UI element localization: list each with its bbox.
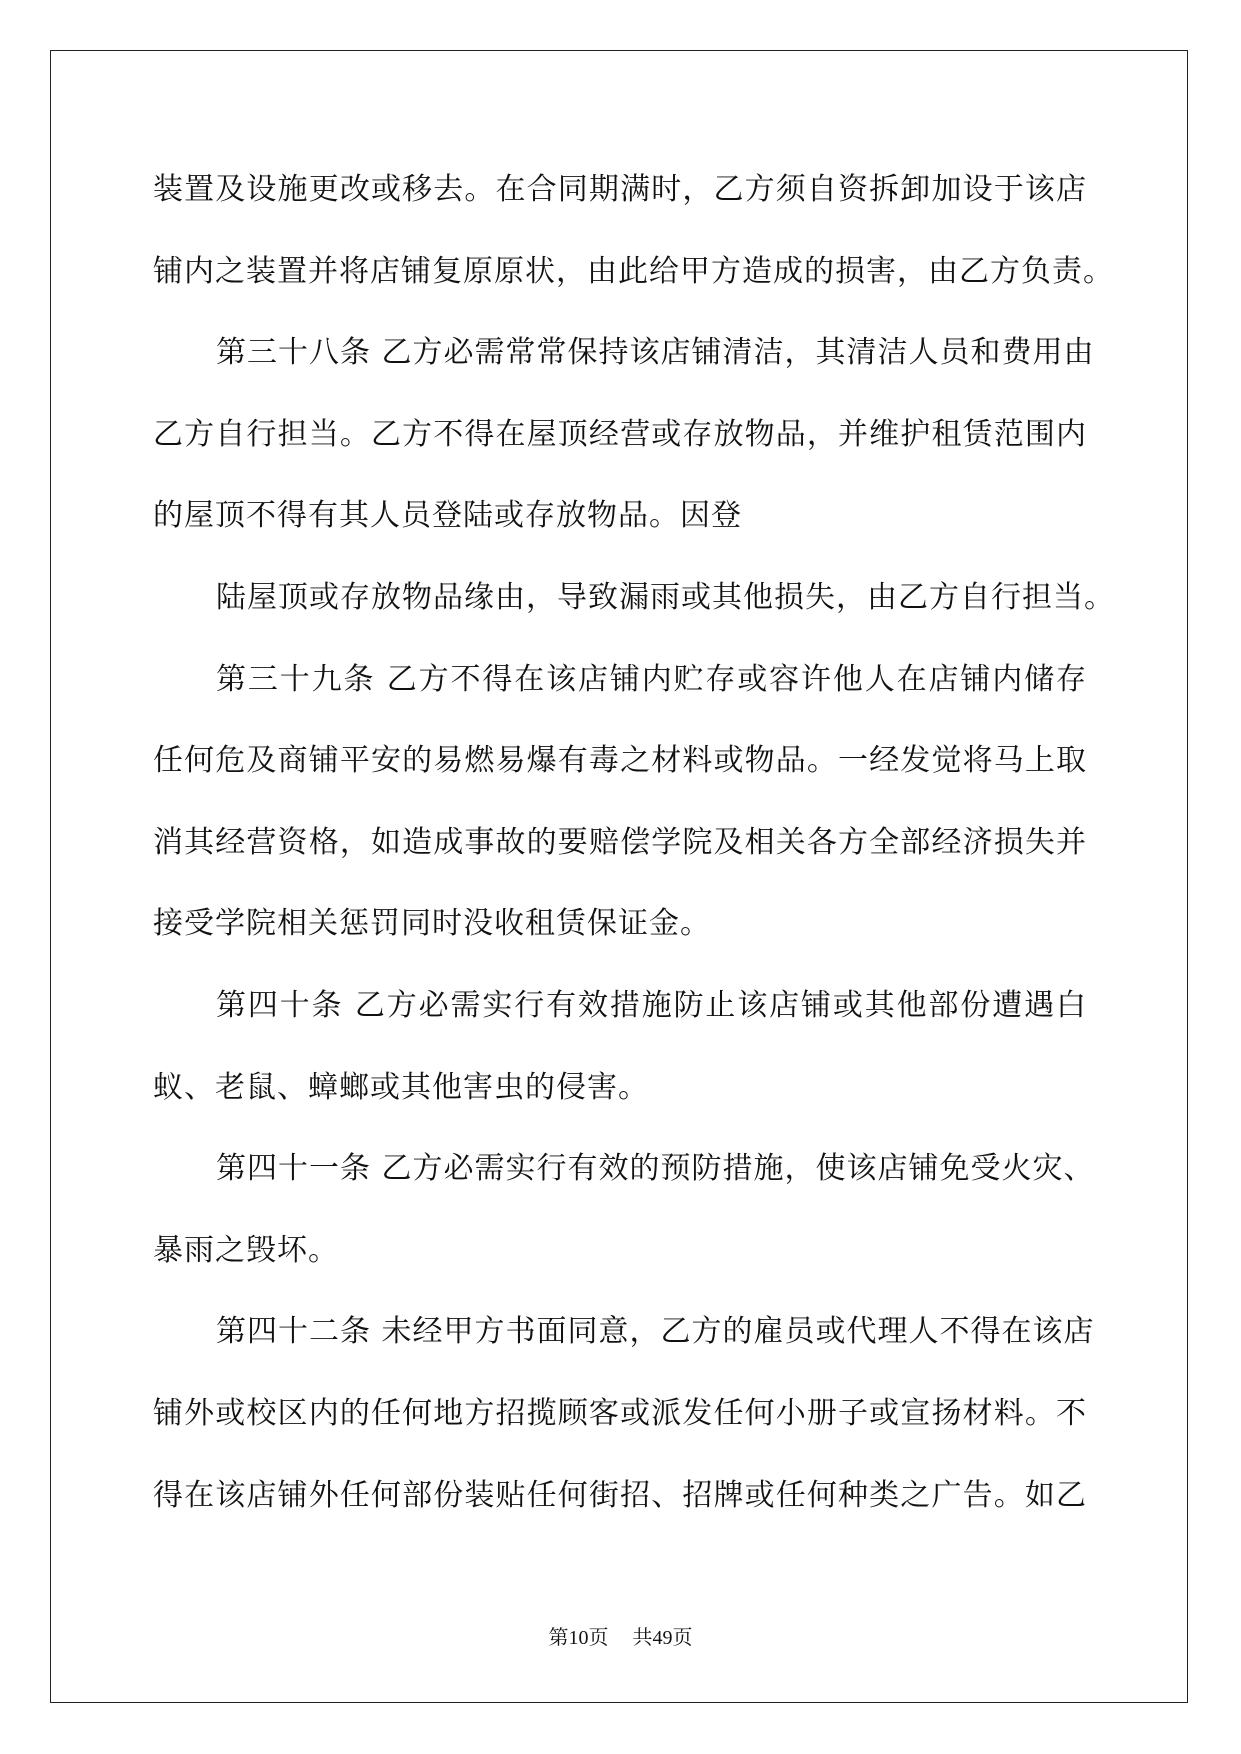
text-line: 第三十八条 乙方必需常常保持该店铺清洁，其清洁人员和费用由 bbox=[216, 335, 1095, 371]
text-line: 接受学院相关惩罚同时没收租赁保证金。 bbox=[153, 906, 711, 942]
text-line: 第四十二条 未经甲方书面同意，乙方的雇员或代理人不得在该店 bbox=[216, 1314, 1095, 1350]
text-line: 任何危及商铺平安的易燃易爆有毒之材料或物品。一经发觉将马上取 bbox=[153, 743, 1087, 779]
text-line: 第四十条 乙方必需实行有效措施防止该店铺或其他部份遭遇白 bbox=[216, 987, 1087, 1023]
page-number: 第10页 bbox=[548, 1627, 609, 1649]
document-body bbox=[153, 149, 1115, 1536]
text-line: 第四十一条 乙方必需实行有效的预防措施，使该店铺免受火灾、 bbox=[216, 1151, 1095, 1187]
text-line: 的屋顶不得有其人员登陆或存放物品。因登 bbox=[153, 498, 742, 534]
text-line: 暴雨之毁坏。 bbox=[153, 1232, 339, 1268]
text-line: 乙方自行担当。乙方不得在屋顶经营或存放物品，并维护租赁范围内 bbox=[153, 416, 1087, 452]
text-line: 消其经营资格，如造成事故的要赔偿学院及相关各方全部经济损失并 bbox=[153, 824, 1087, 860]
text-line: 陆屋顶或存放物品缘由，导致漏雨或其他损失，由乙方自行担当。 bbox=[216, 579, 1115, 615]
text-line: 蚁、老鼠、蟑螂或其他害虫的侵害。 bbox=[153, 1069, 649, 1105]
text-line: 铺外或校区内的任何地方招揽顾客或派发任何小册子或宣扬材料。不 bbox=[153, 1395, 1087, 1431]
text-line: 第三十九条 乙方不得在该店铺内贮存或容许他人在店铺内储存 bbox=[216, 661, 1087, 697]
page-total: 共49页 bbox=[632, 1627, 693, 1649]
text-line: 铺内之装置并将店铺复原原状，由此给甲方造成的损害，由乙方负责。 bbox=[153, 253, 1114, 289]
page-footer bbox=[0, 1625, 1241, 1651]
text-line: 装置及设施更改或移去。在合同期满时，乙方须自资拆卸加设于该店 bbox=[153, 172, 1087, 207]
text-line: 得在该店铺外任何部份装贴任何街招、招牌或任何种类之广告。如乙 bbox=[153, 1477, 1087, 1513]
